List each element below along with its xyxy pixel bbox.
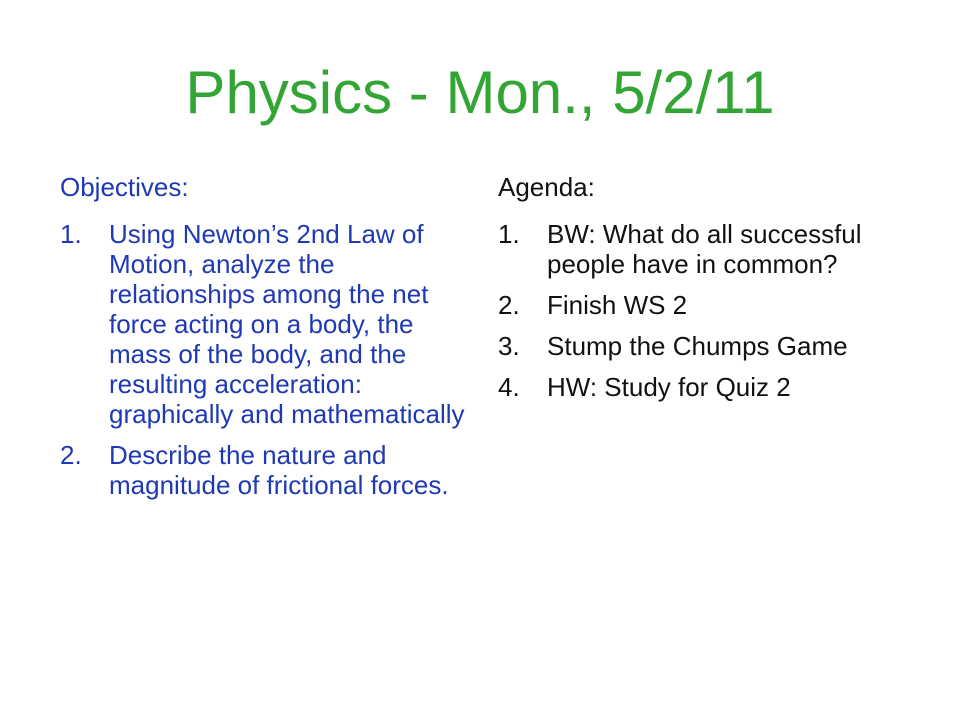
list-item-text: Describe the nature and magnitude of frictional forces. — [109, 440, 449, 500]
objectives-heading: Objectives: — [60, 172, 189, 202]
list-item-number: 3. — [498, 331, 520, 361]
list-item-text: Stump the Chumps Game — [547, 331, 848, 361]
agenda-list-item — [498, 372, 898, 402]
list-item-text: Finish WS 2 — [547, 290, 688, 320]
objectives-list — [60, 219, 470, 500]
objectives-list-item — [60, 219, 470, 429]
list-item-text: HW: Study for Quiz 2 — [547, 372, 791, 402]
agenda-list-item — [498, 290, 898, 320]
agenda-list-item — [498, 331, 898, 361]
agenda-section — [498, 172, 898, 413]
list-item-number: 4. — [498, 372, 520, 402]
list-item-number: 2. — [60, 440, 82, 470]
list-item-number: 1. — [498, 219, 520, 249]
list-item-number: 1. — [60, 219, 82, 249]
list-item-text: Using Newton’s 2nd Law of Motion, analyze the relationships among the net force acting on a body, the mass of the body, and the resulting acceleration: graphically and mathematically — [109, 219, 465, 429]
agenda-heading: Agenda: — [498, 172, 595, 202]
slide-title: Physics - Mon., 5/2/11 — [185, 59, 775, 126]
objectives-section — [60, 172, 470, 511]
agenda-list — [498, 219, 898, 402]
list-item-number: 2. — [498, 290, 520, 320]
list-item-text: BW: What do all successful people have in common? — [547, 219, 862, 279]
objectives-list-item — [60, 440, 470, 500]
agenda-list-item — [498, 219, 898, 279]
